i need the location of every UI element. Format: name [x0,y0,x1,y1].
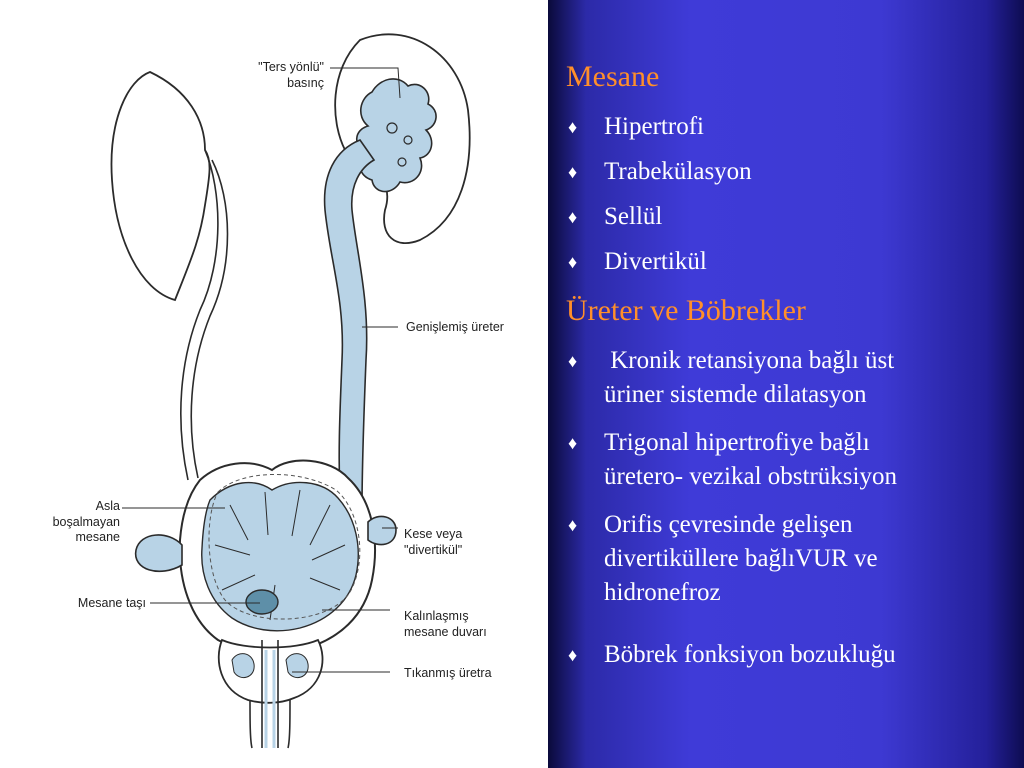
label-line: Kese veya [404,527,463,541]
heading-ureter-bobrekler: Üreter ve Böbrekler [566,294,806,327]
diamond-bullet-icon: ♦ [568,351,578,371]
label-line: boşalmayan [52,514,120,529]
bullet-text: Trigonal hipertrofiye bağlı [604,429,870,456]
label-line: Asla [95,499,120,513]
label-line: basınç [287,75,324,90]
label-line: mesane duvarı [404,624,487,639]
bullet-text: Divertikül [604,248,707,275]
bullet-text: divertiküllere bağlıVUR ve [604,545,878,572]
bullet-text: Sellül [604,203,663,230]
label-line: mesane [75,530,120,545]
bullet-text: hidronefroz [604,579,721,606]
bullet-text: üretero- vezikal obstrüksiyon [604,463,897,490]
bladder-stone [246,590,278,614]
left-kidney [111,72,209,300]
label-obstructed-urethra: Tıkanmış üretra [404,666,492,680]
label-never-emptying-bladder [40,499,120,546]
diamond-bullet-icon: ♦ [568,645,578,665]
diamond-bullet-icon: ♦ [568,515,578,535]
label-line: Kalınlaşmış [404,609,469,623]
left-diverticulum [136,535,182,571]
label-bladder-stone: Mesane taşı [77,596,146,610]
right-diverticulum [368,516,396,544]
diamond-bullet-icon: ♦ [568,433,578,453]
label-dilated-ureter: Genişlemiş üreter [406,320,504,334]
bullet-text: Kronik retansiyona bağlı üst [604,347,895,374]
label-diverticulum [404,527,462,558]
label-thick-bladder-wall [404,609,487,640]
slide-text-panel [548,0,1024,768]
diamond-bullet-icon: ♦ [568,117,578,137]
bullet-text: Böbrek fonksiyon bozukluğu [604,641,896,668]
diamond-bullet-icon: ♦ [568,207,578,227]
bullet-text: Trabekülasyon [604,158,752,185]
bladder-lumen [202,482,359,630]
bullet-text: üriner sistemde dilatasyon [604,381,867,408]
heading-mesane: Mesane [566,60,660,93]
label-line: "divertikül" [404,542,463,557]
diamond-bullet-icon: ♦ [568,162,578,182]
bullet-text: Hipertrofi [604,113,704,140]
dilated-ureter [325,140,374,510]
diamond-bullet-icon: ♦ [568,252,578,272]
bullet-text: Orifis çevresinde gelişen [604,511,853,538]
label-reverse-pressure [214,60,324,91]
label-line: "Ters yönlü" [258,60,324,74]
